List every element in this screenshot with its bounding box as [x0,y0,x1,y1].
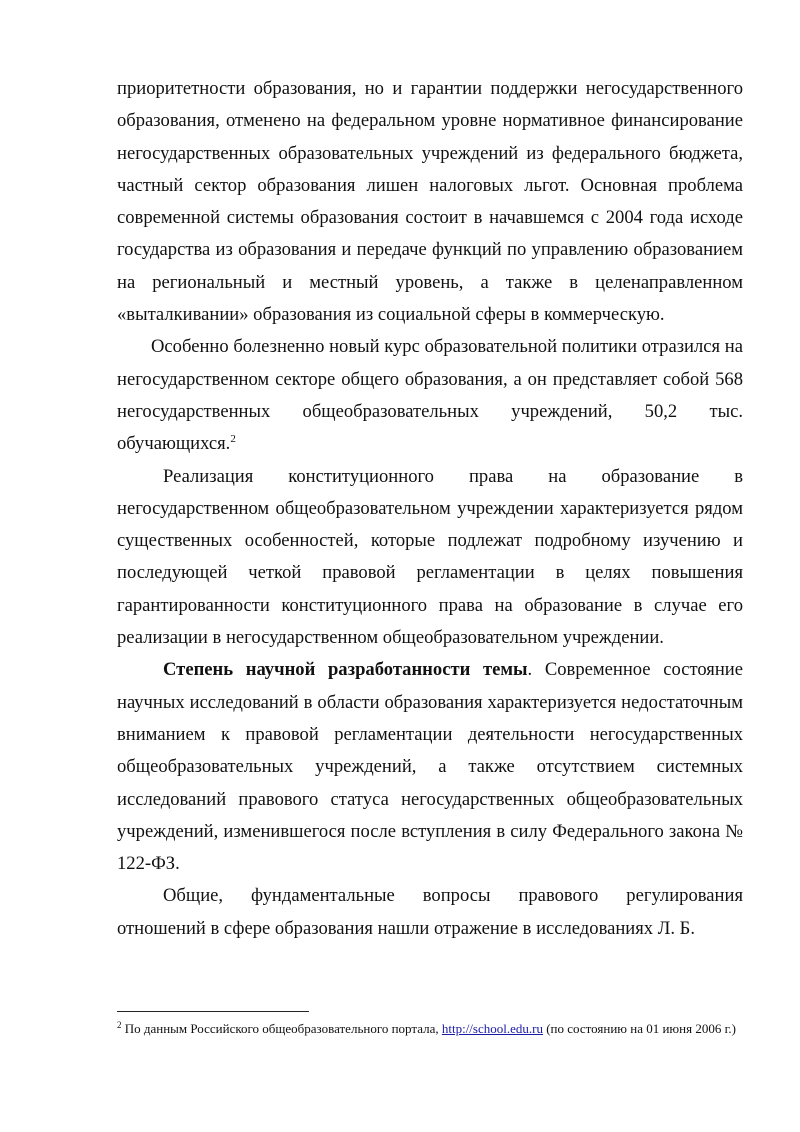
paragraph-3: Реализация конституционного права на образование в негосударственном общеобразовательном учреждении характеризуется рядом существенных особенностей, которые подлежат подробному изучению и последующей четкой правовой регламентации в целях повышения гарантированности конституционного права на образование в случае его реализации в негосударственном общеобразовательном учреждении. [117,465,743,649]
footnote-ref: 2 [230,433,236,446]
section-heading-inline: Степень научной разработанности темы [163,659,528,681]
footnote-text-before: По данным Российского общеобразовательного портала, [121,1021,442,1036]
paragraph-1: приоритетности образования, но и гарантии поддержки негосударственного образования, отменено на федеральном уровне нормативное финансирование негосударственных образовательных учреждений из федерального бюджета, частный сектор образования лишен налоговых льгот. Основная проблема современной системы образования состоит в начавшемся с 2004 года исходе государства из образования и передаче функций по управлению образованием на региональный и местный уровень, а также в целенаправленном «выталкивании» образования из социальной сферы в коммерческую. [117,78,743,326]
footnote-number: 2 [117,1020,122,1030]
footnote-separator [117,1011,309,1012]
footnote [117,1020,743,1037]
paragraph-4 [117,654,743,880]
paragraph-5: Общие, фундаментальные вопросы правового регулирования отношений в сфере образования нашли отражение в исследованиях Л. Б. [117,885,743,939]
paragraph-4-text: . Современное состояние научных исследований в области образования характеризуется недостаточным вниманием к правовой регламентации деятельности негосударственных общеобразовательных учреждений, а также отсутствием системных исследований правового статуса негосударственных общеобразовательных учреждений, изменившегося после вступления в силу Федерального закона № 122-ФЗ. [117,659,744,875]
footnote-text-after: (по состоянию на 01 июня 2006 г.) [542,1021,737,1036]
footnote-link[interactable]: http://school.edu.ru [441,1021,543,1036]
paragraph-2 [117,331,743,460]
paragraph-2-text: Особенно болезненно новый курс образовательной политики отразился на негосударственном секторе общего образования, а он представляет собой 568 негосударственных общеобразовательных учреждений, 50,2 тыс. обучающихся. [117,336,743,455]
main-text [117,73,743,945]
